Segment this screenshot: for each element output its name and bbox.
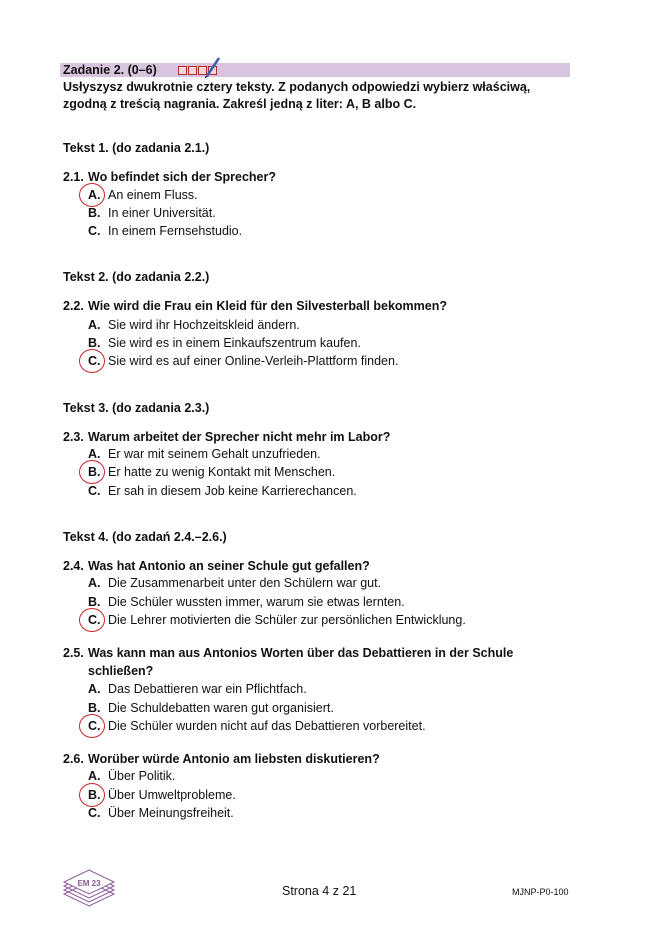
option-text: Die Zusammenarbeit unter den Schülern war gut. [108,576,382,590]
option-letter: A. [88,576,101,590]
option-text: Über Meinungsfreiheit. [108,806,234,820]
question-text: Was hat Antonio an seiner Schule gut gefallen? [88,559,370,573]
question-2-3 [63,428,533,446]
option-2-5-a[interactable] [88,682,307,696]
question-2-6 [63,750,533,768]
option-letter: C. [88,806,101,820]
option-letter: C. [88,484,101,498]
option-2-6-c[interactable] [88,806,234,820]
option-text: Die Schüler wussten immer, warum sie etwas lernten. [108,595,405,609]
option-letter: B. [88,701,101,715]
score-box [188,66,197,75]
option-2-4-c[interactable] [88,613,466,627]
option-letter: A. [88,447,101,461]
option-text: Sie wird es in einem Einkaufszentrum kaufen. [108,336,361,350]
option-text: Die Schuldebatten waren gut organisiert. [108,701,334,715]
question-2-5 [63,644,533,680]
text-3-label: Tekst 3. (do zadania 2.3.) [63,401,210,415]
option-text: In einem Fernsehstudio. [108,224,243,238]
option-2-1-a[interactable] [88,188,198,202]
option-letter: A. [88,769,101,783]
option-text: Sie wird ihr Hochzeitskleid ändern. [108,318,300,332]
question-number: 2.5. [63,646,84,660]
task-instruction: Usłyszysz dwukrotnie cztery teksty. Z podanych odpowiedzi wybierz właściwą, zgodną z treścią nagrania. Zakreśl jedną z liter: A, B albo C. [63,80,531,111]
option-2-3-a[interactable] [88,447,321,461]
question-number: 2.6. [63,752,84,766]
option-letter: C. [88,224,101,238]
score-box [178,66,187,75]
text-4-label: Tekst 4. (do zadań 2.4.–2.6.) [63,530,227,544]
pen-icon [205,56,221,78]
option-text: Die Schüler wurden nicht auf das Debattieren vorbereitet. [108,719,426,733]
option-letter: C. [88,719,101,733]
question-text: Warum arbeitet der Sprecher nicht mehr im Labor? [88,430,391,444]
question-text: Was kann man aus Antonios Worten über das Debattieren in der Schule schließen? [88,646,514,678]
option-letter: A. [88,318,101,332]
option-letter: B. [88,465,101,479]
option-2-2-a[interactable] [88,318,300,332]
option-text: Er war mit seinem Gehalt unzufrieden. [108,447,321,461]
option-2-5-c[interactable] [88,719,426,733]
option-letter: B. [88,336,101,350]
question-2-2 [63,297,533,315]
text-1-label: Tekst 1. (do zadania 2.1.) [63,141,210,155]
option-text: Über Umweltprobleme. [108,788,236,802]
question-number: 2.2. [63,299,84,313]
question-number: 2.1. [63,170,84,184]
option-text: Er hatte zu wenig Kontakt mit Menschen. [108,465,336,479]
option-2-2-b[interactable] [88,336,361,350]
exam-logo-icon [60,866,118,908]
option-2-3-b[interactable] [88,465,335,479]
option-letter: B. [88,595,101,609]
option-text: An einem Fluss. [108,188,198,202]
option-2-4-a[interactable] [88,576,381,590]
logo-text: EM 23 [77,879,101,888]
option-2-6-b[interactable] [88,788,236,802]
question-number: 2.4. [63,559,84,573]
option-letter: B. [88,788,101,802]
option-letter: C. [88,354,101,368]
question-text: Wo befindet sich der Sprecher? [88,170,277,184]
option-letter: C. [88,613,101,627]
option-2-3-c[interactable] [88,484,357,498]
option-letter: B. [88,206,101,220]
option-2-2-c[interactable] [88,354,398,368]
exam-code: MJNP-P0-100 [512,887,569,897]
question-text: Wie wird die Frau ein Kleid für den Silvesterball bekommen? [88,299,447,313]
page-number: Strona 4 z 21 [282,884,357,898]
question-2-4 [63,557,533,575]
text-2-label: Tekst 2. (do zadania 2.2.) [63,270,210,284]
option-text: In einer Universität. [108,206,216,220]
question-2-1 [63,168,533,186]
option-text: Die Lehrer motivierten die Schüler zur persönlichen Entwicklung. [108,613,466,627]
option-2-1-c[interactable] [88,224,242,238]
option-2-5-b[interactable] [88,701,334,715]
option-2-6-a[interactable] [88,769,175,783]
option-2-4-b[interactable] [88,595,405,609]
option-text: Er sah in diesem Job keine Karrierechancen. [108,484,357,498]
option-text: Über Politik. [108,769,176,783]
question-text: Worüber würde Antonio am liebsten diskutieren? [88,752,380,766]
option-text: Das Debattieren war ein Pflichtfach. [108,682,307,696]
option-letter: A. [88,188,101,202]
task-title: Zadanie 2. (0–6) [63,63,157,77]
option-2-1-b[interactable] [88,206,216,220]
question-number: 2.3. [63,430,84,444]
option-text: Sie wird es auf einer Online-Verleih-Plattform finden. [108,354,399,368]
option-letter: A. [88,682,101,696]
